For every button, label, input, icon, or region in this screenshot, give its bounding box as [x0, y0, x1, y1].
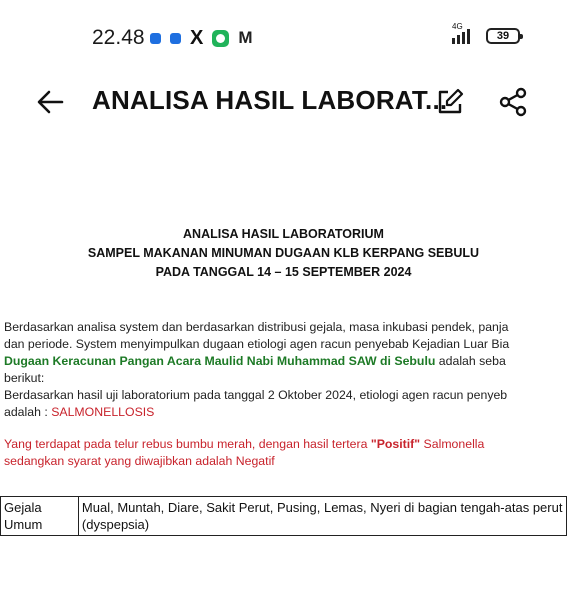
- diagnosis-result: SALMONELLOSIS: [51, 405, 155, 419]
- status-time: 22.48: [92, 26, 145, 49]
- table-cell-value: Mual, Muntah, Diare, Sakit Perut, Pusing, Lemas, Nyeri di bagian tengah-atas perut (dyspepsia): [78, 497, 566, 536]
- app-notification-icon: [150, 33, 161, 44]
- document-page: [0, 225, 567, 532]
- battery-icon: 39: [486, 28, 520, 44]
- arrow-back-icon: [34, 86, 66, 118]
- notification-icons: [150, 28, 253, 48]
- edit-icon: [434, 86, 466, 118]
- app-bar: [0, 80, 567, 124]
- paragraph-line: [4, 436, 567, 453]
- share-button[interactable]: [497, 86, 529, 118]
- heading-line: ANALISA HASIL LABORATORIUM: [183, 227, 384, 241]
- document-body: [4, 319, 567, 470]
- document-heading: [0, 225, 567, 282]
- page-title: ANALISA HASIL LABORAT...: [92, 85, 448, 115]
- status-bar: [0, 22, 567, 56]
- x-app-icon: X: [190, 27, 204, 49]
- heading-line: PADA TANGGAL 14 – 15 SEPTEMBER 2024: [155, 265, 412, 279]
- mail-app-icon: M: [238, 28, 253, 47]
- finding-text: Salmonella: [420, 437, 485, 451]
- symptoms-table: [0, 496, 567, 536]
- signal-icon: [452, 22, 470, 44]
- network-label: 4G: [452, 22, 463, 31]
- event-name: Dugaan Keracunan Pangan Acara Maulid Nabi Muhammad SAW di Sebulu: [4, 354, 436, 368]
- whatsapp-icon: [212, 30, 229, 47]
- positive-result: "Positif": [370, 437, 421, 451]
- paragraph-line: berikut:: [4, 371, 45, 385]
- table-cell-label: Gejala Umum: [1, 497, 79, 536]
- table-row: [1, 497, 567, 536]
- paragraph-text: adalah :: [4, 405, 52, 419]
- share-icon: [497, 86, 529, 118]
- paragraph-line: dan periode. System menyimpulkan dugaan etiologi agen racun penyebab Kejadian Luar Bia: [4, 337, 510, 351]
- heading-line: SAMPEL MAKANAN MINUMAN DUGAAN KLB KERPANG SEBULU: [87, 246, 480, 260]
- edit-button[interactable]: [434, 86, 466, 118]
- app-notification-icon: [170, 33, 181, 44]
- paragraph-line: sedangkan syarat yang diwajibkan adalah Negatif: [4, 454, 275, 468]
- paragraph-line: Berdasarkan hasil uji laboratorium pada tanggal 2 Oktober 2024, etiologi agen racun penyeb: [4, 388, 508, 402]
- finding-text: Yang terdapat pada telur rebus bumbu merah, dengan hasil tertera: [4, 437, 371, 451]
- paragraph-line: [4, 404, 567, 421]
- paragraph-line: [4, 353, 567, 370]
- paragraph-line: Berdasarkan analisa system dan berdasarkan distribusi gejala, masa inkubasi pendek, panja: [4, 320, 509, 334]
- back-button[interactable]: [34, 86, 66, 118]
- paragraph-text: adalah seba: [435, 354, 506, 368]
